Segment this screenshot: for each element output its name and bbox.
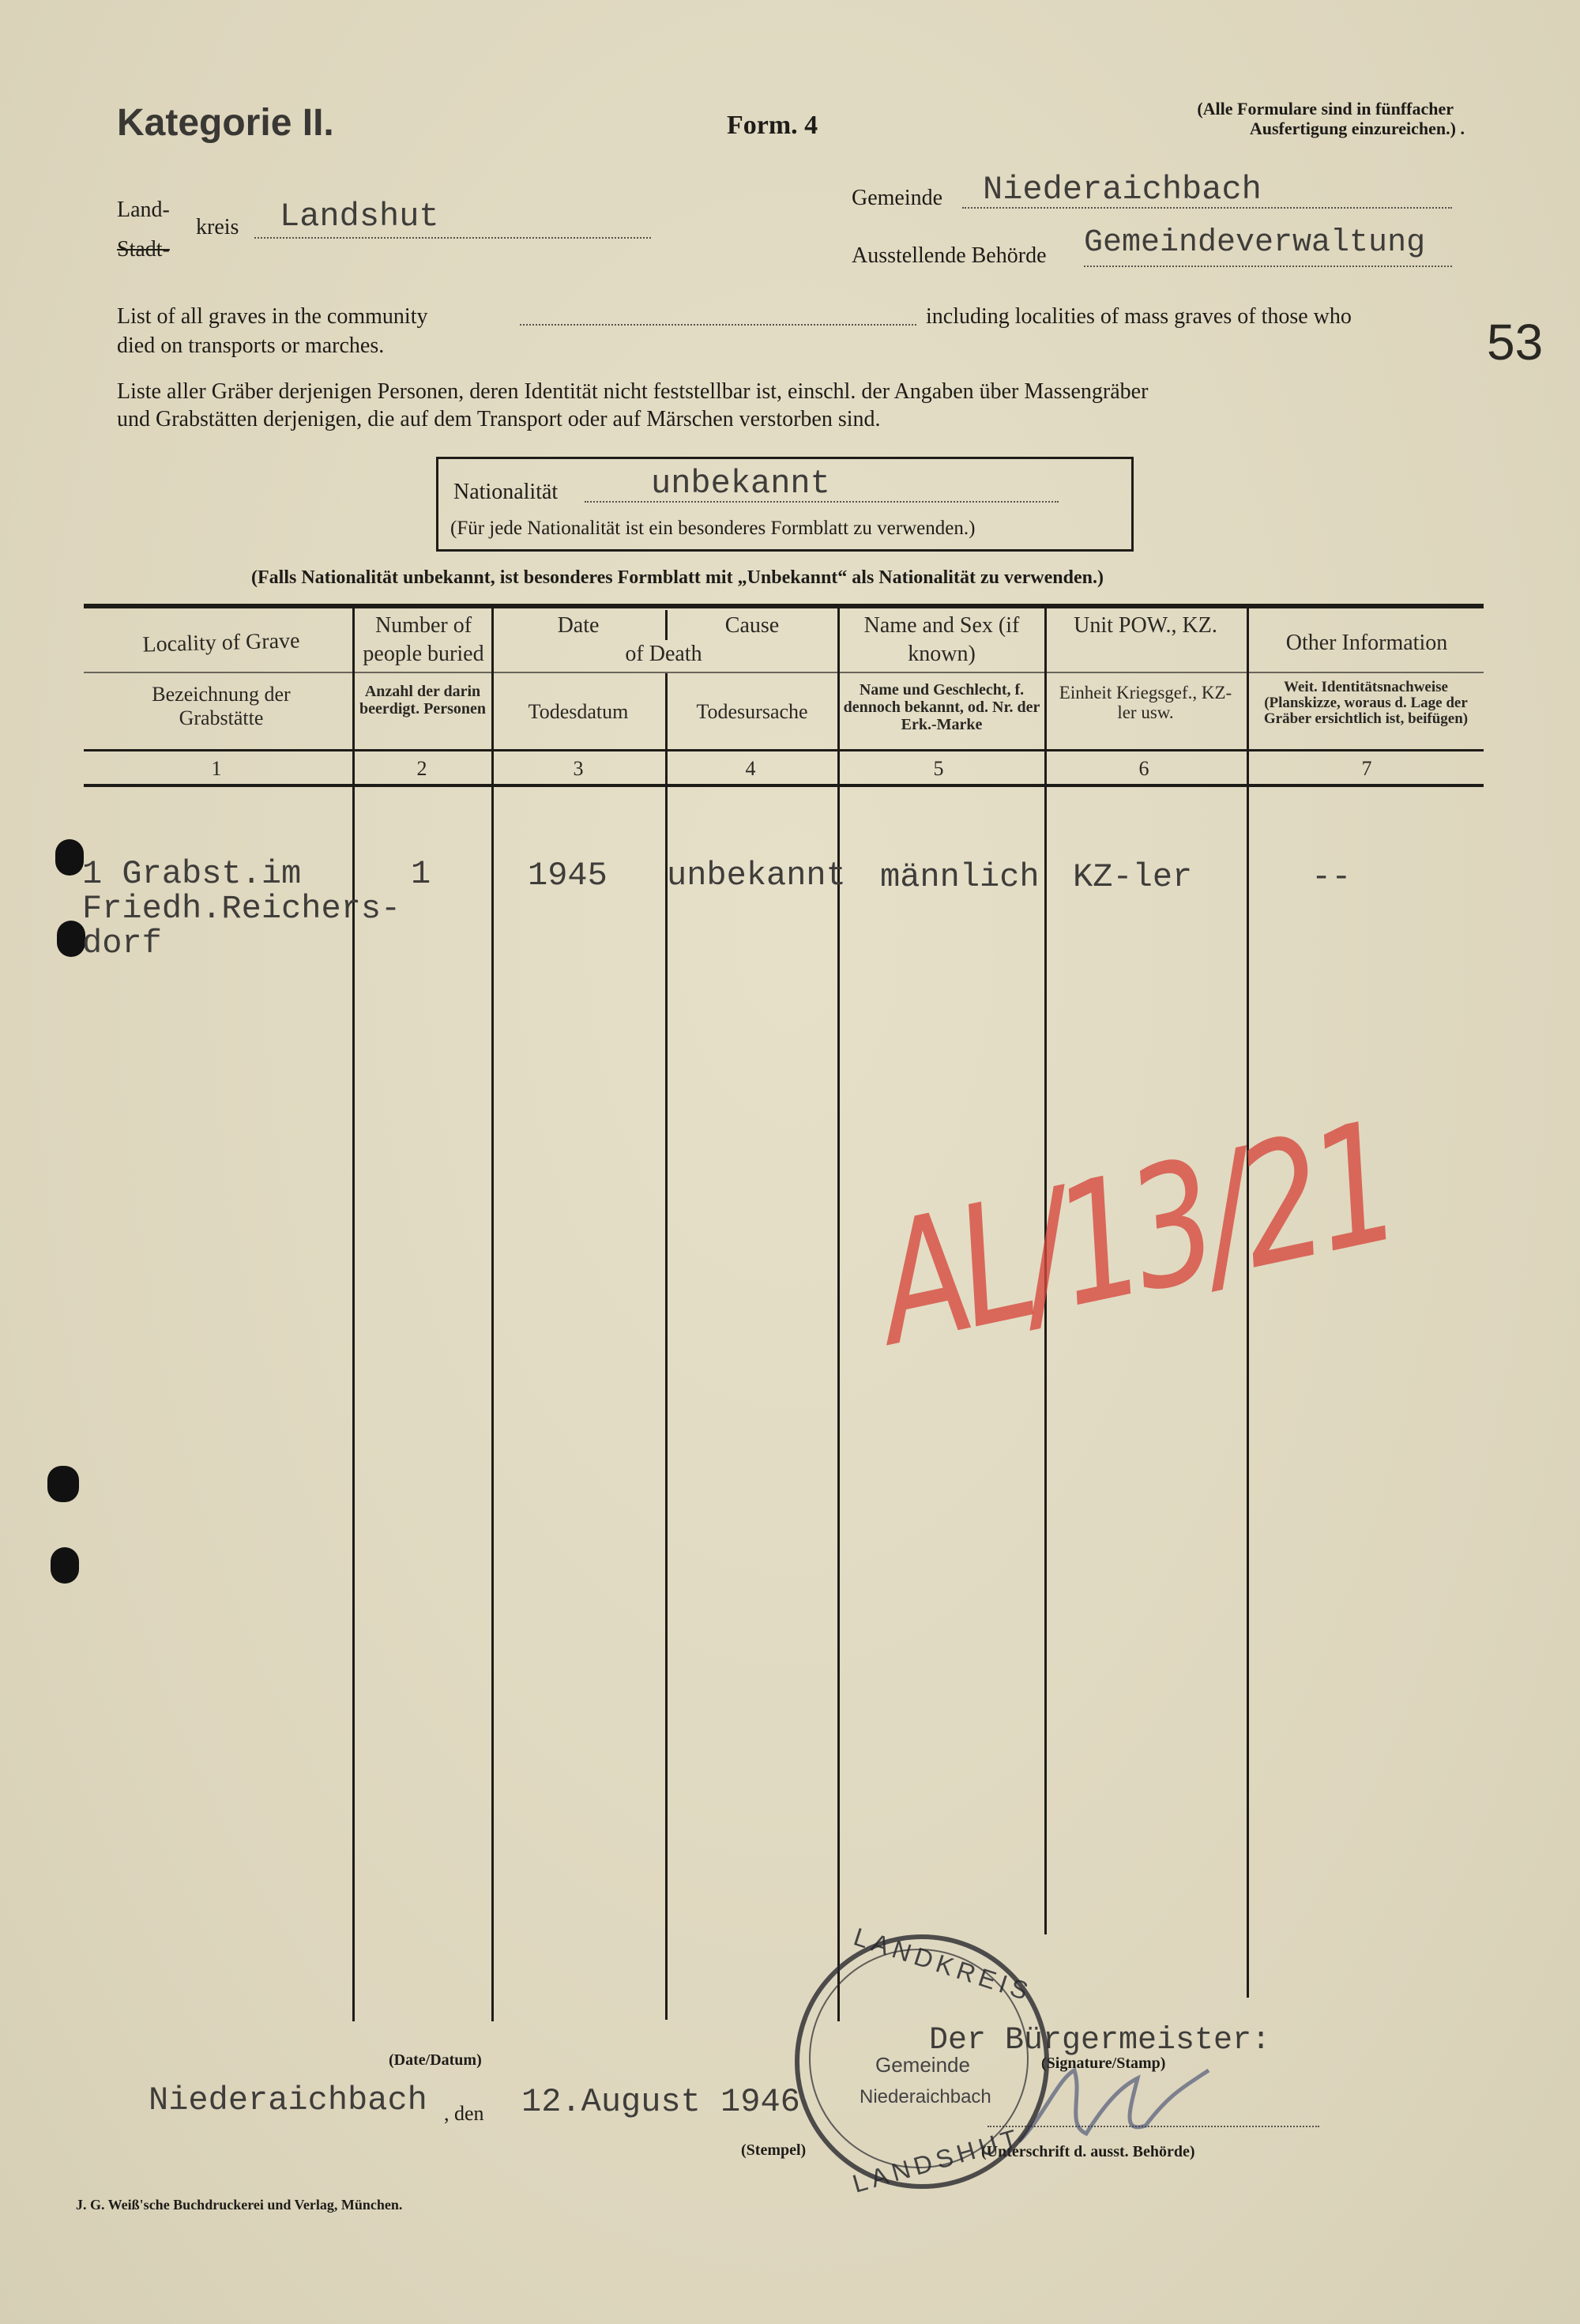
- header-note-2: Ausfertigung einzureichen.) .: [1249, 119, 1465, 138]
- col7-header-de: Weit. Identitätsnachweise (Planskizze, woraus d. Lage der Gräber ersichtlich ist, beifügen): [1263, 679, 1469, 727]
- table-row-unit: KZ-ler: [1073, 858, 1193, 896]
- behoerde-label: Ausstellende Behörde: [852, 243, 1047, 268]
- col4-number: 4: [745, 757, 756, 780]
- col6-header-en: Unit POW., KZ.: [1074, 613, 1217, 638]
- table-row-date: 1945: [528, 857, 608, 895]
- signature-stamp-label: (Signature/Stamp): [1041, 2055, 1166, 2072]
- col3-number: 3: [573, 757, 584, 780]
- col5-header-en: Name and Sex (if known): [863, 613, 1020, 666]
- col3-header-of-death: of Death: [625, 642, 702, 666]
- col7-header-en: Other Information: [1285, 631, 1448, 655]
- intro-de-2: und Grabstätten derjenigen, die auf dem Transport oder auf Märschen verstorben sind.: [117, 407, 881, 431]
- land-label: Land-: [117, 198, 170, 222]
- col5-header-de: Name und Geschlecht, f. dennoch bekannt, od. Nr. der Erk.-Marke: [843, 681, 1040, 733]
- colnum-bottom-rule: [84, 784, 1484, 787]
- footer-den: , den: [444, 2102, 484, 2125]
- nationality-value: unbekannt: [651, 465, 830, 503]
- intro-en-1b: including localities of mass graves of those who: [926, 304, 1352, 329]
- community-line: [520, 324, 916, 326]
- footer-date: 12.August 1946: [521, 2083, 800, 2121]
- stamp-center-text-2: Niederaichbach: [860, 2086, 991, 2107]
- column-rule: [352, 607, 355, 2021]
- header-note-1: (Alle Formulare sind in fünffacher: [1197, 99, 1454, 119]
- gemeinde-label: Gemeinde: [852, 186, 943, 210]
- col6-header-de: Einheit Kriegsgef., KZ-ler usw.: [1059, 683, 1232, 722]
- stamp-label: (Stempel): [741, 2141, 807, 2159]
- signatory: Der Bürgermeister:: [929, 2023, 1271, 2058]
- col4-header-de: Todesursache: [696, 700, 808, 723]
- table-row-number: 1: [411, 855, 431, 893]
- stamp-top-text: LANDKREIS: [850, 1922, 1036, 2007]
- punch-hole: [51, 1547, 79, 1584]
- nationality-note: (Für jede Nationalität ist ein besonderes Formblatt zu verwenden.): [450, 518, 976, 539]
- col1-header-en: Locality of Grave: [142, 628, 300, 657]
- kreis-line: [254, 237, 651, 239]
- col7-number: 7: [1361, 757, 1372, 780]
- col2-header-de: Anzahl der darin beerdigt. Personen: [359, 683, 486, 718]
- red-pencil-annotation: AL/13/21: [861, 1085, 1409, 1383]
- header-divider: [84, 672, 1484, 673]
- table-row-name-sex: männlich: [880, 858, 1040, 896]
- kreis-value: Landshut: [280, 198, 439, 235]
- column-rule: [837, 607, 840, 2021]
- category-title: Kategorie II.: [117, 102, 334, 144]
- column-rule: [491, 607, 494, 2021]
- intro-en-2: died on transports or marches.: [117, 333, 385, 358]
- intro-de-1: Liste aller Gräber derjenigen Personen, deren Identität nicht feststellbar ist, einschl. der Angaben über Massengräber: [117, 379, 1149, 404]
- nationality-footnote: (Falls Nationalität unbekannt, ist besonderes Formblatt mit „Unbekannt“ als Nationalität zu verwenden.): [251, 567, 1104, 588]
- behoerde-value: Gemeindeverwaltung: [1084, 225, 1426, 261]
- table-row-other: --: [1311, 858, 1352, 896]
- col2-header-en: Number of people buried: [363, 613, 484, 666]
- date-label: (Date/Datum): [389, 2051, 482, 2069]
- col1-number: 1: [211, 757, 222, 780]
- nationality-label: Nationalität: [453, 480, 559, 504]
- footer-place: Niederaichbach: [149, 2081, 427, 2119]
- col2-number: 2: [416, 757, 427, 780]
- stadt-label: Stadt-: [117, 237, 170, 262]
- col3-header-en: Date: [557, 613, 600, 638]
- table-row-cause: unbekannt: [667, 857, 846, 895]
- punch-hole: [55, 839, 84, 876]
- punch-hole: [57, 921, 85, 957]
- col3-header-de: Todesdatum: [528, 700, 629, 723]
- kreis-label: kreis: [196, 215, 239, 239]
- header-bottom-rule: [84, 749, 1484, 751]
- col1-header-de: Bezeichnung der Grabstätte: [152, 683, 291, 729]
- col4-header-en: Cause: [724, 613, 780, 638]
- table-top-rule: [84, 604, 1484, 608]
- stamp-bottom-text: LANDSHUT: [849, 2122, 1025, 2198]
- col6-number: 6: [1138, 757, 1149, 780]
- table-row-locality: 1 Grabst.im Friedh.Reichers- dorf: [82, 855, 401, 962]
- printer-imprint: J. G. Weiß'sche Buchdruckerei und Verlag, München.: [76, 2197, 403, 2213]
- column-rule: [665, 610, 668, 640]
- punch-hole: [47, 1466, 79, 1502]
- signature-caption: (Unterschrift d. ausst. Behörde): [981, 2143, 1195, 2160]
- intro-en-1a: List of all graves in the community: [117, 304, 428, 329]
- page-number: 53: [1487, 314, 1544, 371]
- behoerde-line: [1084, 266, 1452, 267]
- col5-number: 5: [933, 757, 944, 780]
- form-number: Form. 4: [727, 111, 818, 140]
- gemeinde-value: Niederaichbach: [983, 171, 1262, 209]
- stamp-center-text-1: Gemeinde: [875, 2053, 970, 2077]
- nationality-box-right: [1131, 457, 1134, 552]
